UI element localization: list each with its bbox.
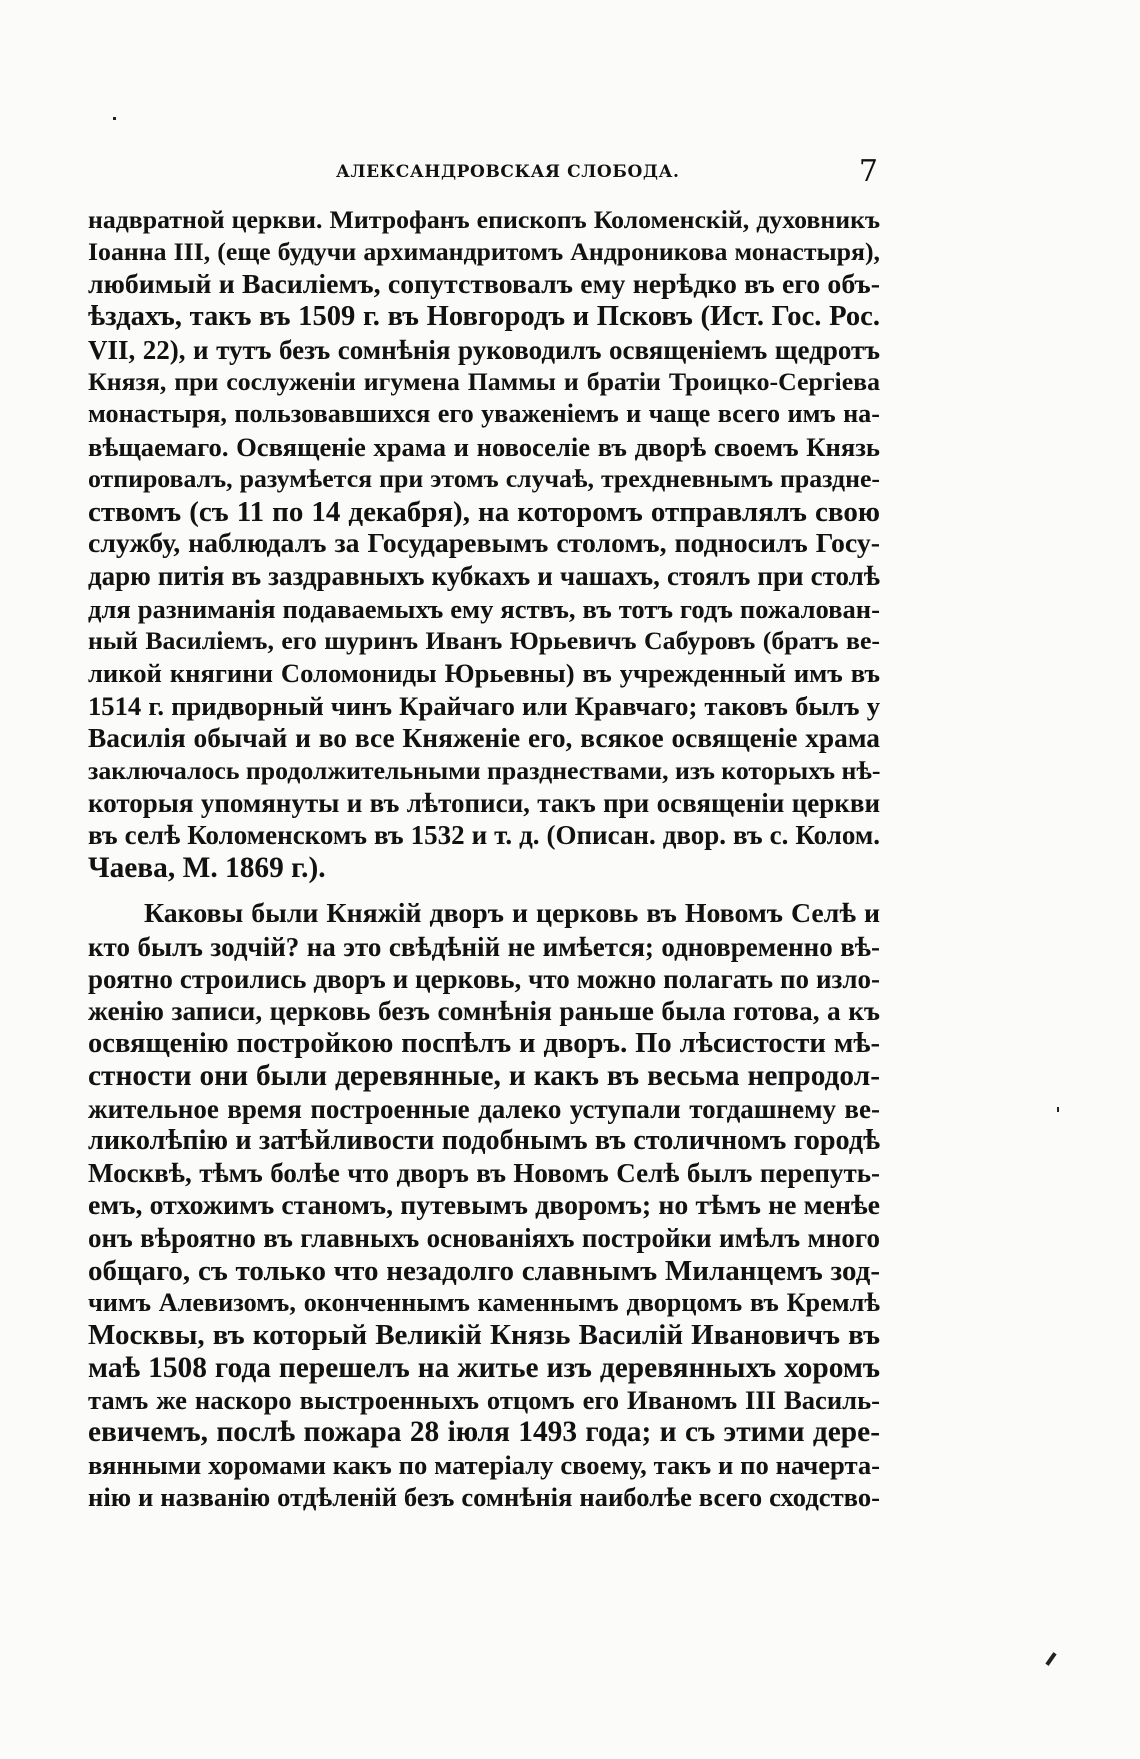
text-line: Василія обычай и во все Княженіе его, всякое освященіе храма [88, 723, 880, 754]
text-line: ствомъ (съ 11 по 14 декабря), на которомъ отправлялъ свою [88, 495, 880, 528]
text-line: емъ, отхожимъ станомъ, путевымъ дворомъ; но тѣмъ не менѣе [88, 1189, 880, 1221]
text-line: которыя упомянуты и въ лѣтописи, такъ при освященіи церкви [88, 788, 880, 819]
body-text [88, 204, 880, 1514]
text-line: чимъ Алевизомъ, оконченнымъ каменнымъ дворцомъ въ Кремлѣ [88, 1287, 880, 1317]
text-line: VII, 22), и тутъ безъ сомнѣнія руководилъ освященіемъ щедротъ [88, 334, 880, 365]
scan-speck [1057, 1107, 1059, 1112]
scan-speck [113, 117, 116, 120]
text-line: службу, наблюдалъ за Государевымъ столомъ, подносилъ Госу- [88, 527, 880, 559]
text-line: освященію постройкою поспѣлъ и дворъ. По лѣсистости мѣ- [88, 1027, 880, 1059]
text-line: ѣздахъ, такъ въ 1509 г. въ Новгородъ и Псковъ (Ист. Гос. Рос. [88, 301, 880, 333]
text-line: евичемъ, послѣ пожара 28 іюля 1493 года; и съ этими дере- [88, 1416, 880, 1449]
paragraph-2 [88, 898, 880, 1513]
text-line: маѣ 1508 года перешелъ на житье изъ деревянныхъ хоромъ [88, 1351, 880, 1384]
running-title: АЛЕКСАНДРОВСКАЯ СЛОБОДА. [336, 162, 680, 182]
text-line: ный Василіемъ, его шуринъ Иванъ Юрьевичъ Сабуровъ (братъ ве- [88, 626, 880, 656]
text-line: женію записи, церковь безъ сомнѣнія раньше была готова, а къ [88, 996, 880, 1027]
page-header [88, 154, 878, 194]
text-line: любимый и Василіемъ, сопутствовалъ ему нерѣдко въ его объ- [88, 268, 880, 300]
text-line: Каковы были Княжій дворъ и церковь въ Новомъ Селѣ и [144, 898, 880, 930]
text-line: кто былъ зодчій? на это свѣдѣній не имѣется; одновременно вѣ- [88, 931, 880, 962]
text-line: вянными хоромами какъ по матеріалу своему, такъ и по начерта- [88, 1449, 880, 1480]
text-line: жительное время построенные далеко уступали тогдашнему ве- [88, 1093, 880, 1124]
text-line: тамъ же наскоро выстроенныхъ отцомъ его Иваномъ III Василь- [88, 1385, 880, 1416]
text-line: 1514 г. придворный чинъ Крайчаго или Кравчаго; таковъ былъ у [88, 690, 880, 721]
text-line: онъ вѣроятно въ главныхъ основаніяхъ постройки имѣлъ много [88, 1223, 880, 1254]
text-line: монастыря, пользовавшихся его уваженіемъ и чаще всего имъ на- [88, 399, 880, 429]
paragraph-1 [88, 204, 880, 884]
text-line: надвратной церкви. Митрофанъ епископъ Коломенскій, духовникъ [88, 205, 880, 234]
text-line: Князя, при сослуженіи игумена Паммы и братіи Троицко-Сергіева [88, 366, 880, 396]
text-line: заключалось продолжительными празднествами, изъ которыхъ нѣ- [88, 755, 880, 785]
text-line: роятно строились дворъ и церковь, что можно полагать по изло- [88, 963, 880, 994]
text-line: Москвы, въ который Великій Князь Василій Ивановичъ въ [88, 1319, 880, 1352]
text-line: стности они были деревянные, и какъ въ весьма непродол- [88, 1060, 880, 1093]
text-line: вѣщаемаго. Освященіе храма и новоселіе въ дворѣ своемъ Князь [88, 431, 880, 462]
text-line: общаго, съ только что незадолго славнымъ Миланцемъ зод- [88, 1254, 880, 1287]
text-line: ликолѣпію и затѣйливости подобнымъ въ столичномъ городѣ [88, 1124, 880, 1156]
text-line: въ селѣ Коломенскомъ въ 1532 и т. д. (Описан. двор. въ с. Колом. [88, 820, 880, 851]
paragraph-gap [88, 884, 880, 898]
text-line: нію и названію отдѣленій безъ сомнѣнія наиболѣе всего сходство- [88, 1482, 880, 1513]
text-line: ликой княгини Соломониды Юрьевны) въ учрежденный имъ въ [88, 658, 880, 689]
text-line: отпировалъ, разумѣется при этомъ случаѣ, трехдневнымъ праздне- [88, 464, 880, 494]
text-line: Іоанна III, (еще будучи архимандритомъ Андроникова монастыря), [88, 237, 880, 267]
scan-speck [1045, 1652, 1056, 1666]
text-line: Чаева, М. 1869 г.). [88, 851, 326, 884]
text-line: Москвѣ, тѣмъ болѣе что дворъ въ Новомъ Селѣ былъ перепуть- [88, 1158, 880, 1189]
text-line: для разниманія подаваемыхъ ему яствъ, въ тотъ годъ пожалован- [88, 593, 880, 624]
page-number: 7 [858, 154, 878, 189]
text-line: дарю питія въ заздравныхъ кубкахъ и чашахъ, стоялъ при столѣ [88, 561, 880, 592]
